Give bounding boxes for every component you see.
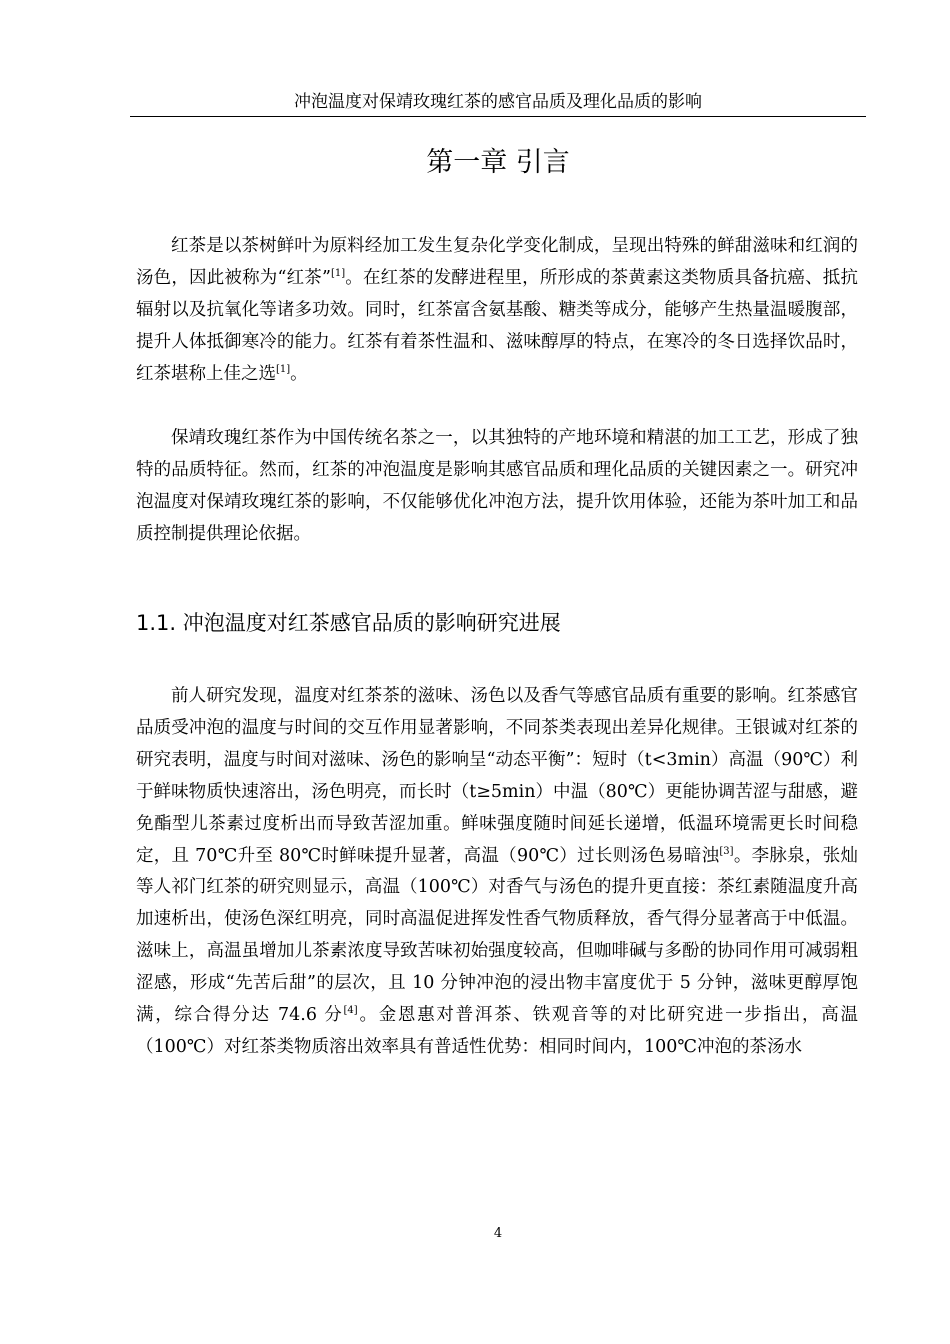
header-divider bbox=[130, 116, 866, 117]
paragraph-text: 前人研究发现，温度对红茶茶的滋味、汤色以及香气等感官品质有重要的影响。红茶感官品质受冲泡的温度与时间的交互作用显著影响，不同茶类表现出差异化规律。王银诚对红茶的研究表明，温度与时间对滋味、汤色的影响呈“动态平衡”：短时（t<3min）高温（90℃）利于鲜味物质快速溶出，汤色明亮，而长时（t≥5min）中温（80℃）更能协调苦涩与甜感，避免酯型儿茶素过度析出而导致苦涩加重。鲜味强度随时间延长递增，低温环境需更长时间稳定，且 70℃升至 80℃时鲜味提升显著，高温（90℃）过长则汤色易暗浊 bbox=[136, 686, 858, 866]
paragraph-1 bbox=[136, 231, 858, 391]
paragraph-text: 。李脉泉，张灿等人祁门红茶的研究则显示，高温（100℃）对香气与汤色的提升更直接：茶红素随温度升高加速析出，使汤色深红明亮，同时高温促进挥发性香气物质释放，香气得分显著高于中低温。滋味上，高温虽增加儿茶素浓度导致苦味初始强度较高，但咖啡碱与多酚的协同作用可减弱粗涩感，形成“先苦后甜”的层次，且 10 分钟冲泡的浸出物丰富度优于 5 分钟，滋味更醇厚饱满，综合得分达 74.6 分 bbox=[136, 845, 858, 1026]
citation: [1] bbox=[330, 267, 346, 279]
citation: [1] bbox=[276, 363, 291, 375]
paragraph-2 bbox=[136, 423, 858, 551]
section-heading: 1.1. 冲泡温度对红茶感官品质的影响研究进展 bbox=[136, 611, 561, 635]
paragraph-text: 。在红茶的发酵进程里，所形成的茶黄素这类物质具备抗癌、抵抗辐射以及抗氧化等诸多功效。同时，红茶富含氨基酸、糖类等成分，能够产生热量温暖腹部，提升人体抵御寒冷的能力。红茶有着茶性温和、滋味醇厚的特点，在寒冷的冬日选择饮品时，红茶堪称上佳之选 bbox=[136, 267, 858, 384]
paragraph-text: 红茶是以茶树鲜叶为原料经加工发生复杂化学变化制成，呈现出特殊的鲜甜滋味和红润的汤色，因此被称为“红茶” bbox=[136, 236, 858, 288]
paragraph-text: 保靖玫瑰红茶作为中国传统名茶之一，以其独特的产地环境和精湛的加工工艺，形成了独特的品质特征。然而，红茶的冲泡温度是影响其感官品质和理化品质的关键因素之一。研究冲泡温度对保靖玫瑰红茶的影响，不仅能够优化冲泡方法，提升饮用体验，还能为茶叶加工和品质控制提供理论依据。 bbox=[136, 428, 858, 544]
citation: [4] bbox=[343, 1005, 358, 1017]
running-header: 冲泡温度对保靖玫瑰红茶的感官品质及理化品质的影响 bbox=[294, 92, 702, 112]
chapter-title: 第一章 引言 bbox=[426, 147, 570, 178]
paragraph-text: 。 bbox=[290, 363, 308, 384]
page-number: 4 bbox=[493, 1226, 503, 1241]
paragraph-text: 。金恩惠对普洱茶、铁观音等的对比研究进一步指出，高温（100℃）对红茶类物质溶出效率具有普适性优势：相同时间内，100℃冲泡的茶汤水 bbox=[136, 1005, 859, 1057]
citation: [3] bbox=[719, 845, 734, 857]
paragraph-3 bbox=[136, 681, 858, 1064]
